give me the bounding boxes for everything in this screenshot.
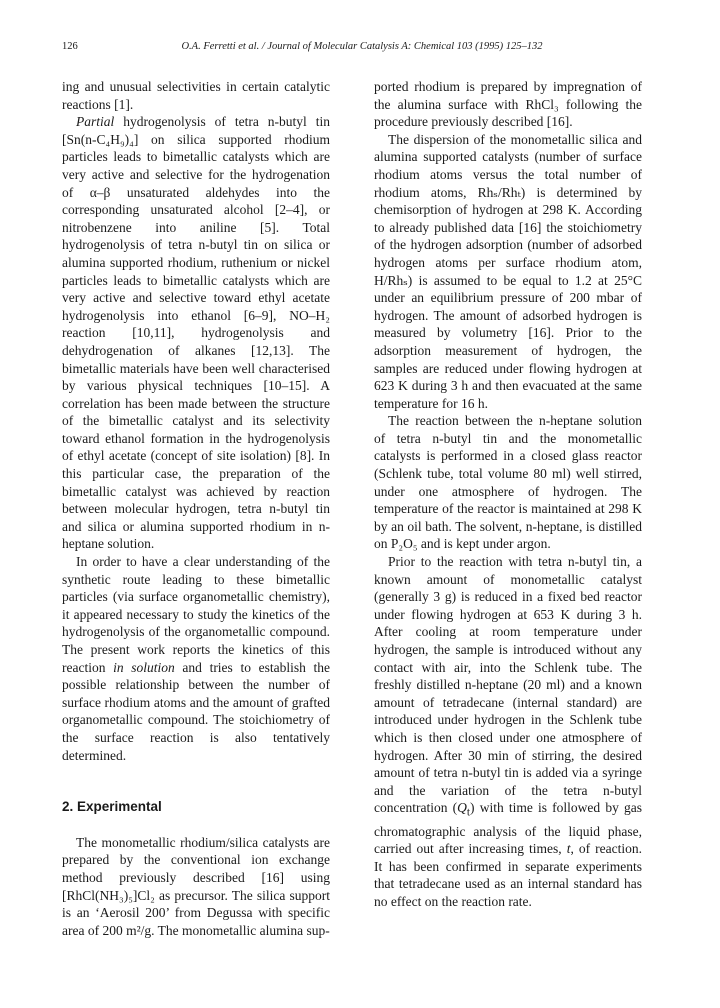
- italic-text: t: [566, 841, 571, 857]
- paragraph-text: ) with time is followed by gas chromatographic analysis of the liquid phase, carried out after increasing times,: [374, 800, 643, 857]
- paragraph: [62, 113, 330, 553]
- page-number: 126: [62, 41, 78, 52]
- paragraph: ported rhodium is prepared by impregnation of the alumina surface with RhCl₃ following the procedure previously described [16].: [374, 79, 642, 130]
- paragraph-text: In order to have a clear understanding of the synthetic route leading to these bimetallic particles (via surface organometallic chemistry), it appeared necessary to study the kinetics of the hydrogenolysis of the organometallic compound. The present work reports the kinetics of this reaction: [62, 554, 330, 675]
- right-column: [374, 78, 642, 911]
- italic-text: Q: [457, 800, 467, 816]
- paragraph: The monometallic rhodium/silica catalysts are prepared by the conventional ion exchange method previously described [16] using [RhCl(NH₃)₅]Cl₂ as precursor. The silica support is an ‘Aerosil 200’ from Degussa with specific area of 200 m²/g. The monometallic alumina sup-: [62, 834, 330, 938]
- paragraph-text: hydrogenolysis of tetra n-butyl tin [Sn(n-C₄H₉)₄] on silica supported rhodium particles leads to bimetallic catalysts which are very active and selective for the hydrogenation of α–β unsaturated aldehydes into the corresponding unsaturated alcohol [2–4], or nitrobenzene into aniline [5]. Total hydrogenolysis of tetra n-butyl tin on silica or alumina supported rhodium, ruthenium or nickel particles leads to bimetallic catalysts which are very active and selective toward ethyl acetate hydrogenolysis into ethanol [6–9], NO–H₂ reaction [10,11], hydrogenolysis and dehydrogenation of alkanes [12,13]. The bimetallic materials have been well characterised by various physical techniques [10–15]. A correlation has been made between the structure of the bimetallic catalyst and its selectivity toward ethanol formation in the hydrogenolysis of ethyl acetate (concept of site isolation) [8]. In this particular case, the preparation of the bimetallic catalyst was achieved by reaction between molecular hydrogen, tetra n-butyl tin and silica or alumina supported rhodium in n-heptane solution.: [62, 114, 330, 552]
- paragraph-text: Prior to the reaction with tetra n-butyl tin, a known amount of monometallic catalyst (generally 3 g) is reduced in a fixed bed reactor under flowing hydrogen at 653 K during 3 h. After cooling at room temperature under hydrogen, the sample is introduced without any contact with air, into the Schlenk tube. The freshly distilled n-heptane (20 ml) and a known amount of tetradecane (internal standard) are introduced under hydrogen in the Schlenk tube which is then closed under one atmosphere of hydrogen. After 30 min of stirring, the desired amount of tetra n-butyl tin is added via a syringe and the variation of the tetra n-butyl concentration (: [374, 554, 642, 816]
- section-heading: 2. Experimental: [62, 799, 162, 815]
- italic-text: Partial: [76, 114, 115, 130]
- subscript-text: t: [466, 807, 471, 820]
- paragraph: ing and unusual selectivities in certain catalytic reactions [1].: [62, 79, 330, 112]
- paragraph: [62, 553, 330, 764]
- italic-text: in solution: [113, 659, 175, 675]
- paragraph-text: , of reaction. It has been confirmed in separate experiments that tetradecane used as an internal standard has no effect on the reaction rate.: [374, 841, 642, 909]
- paragraph: [374, 553, 642, 911]
- paragraph-text: and tries to establish the possible relationship between the number of surface rhodium atoms and the amount of grafted organometallic compound. The stoichiometry of the surface reaction is also tentatively determined.: [62, 659, 330, 763]
- running-title: O.A. Ferretti et al. / Journal of Molecular Catalysis A: Chemical 103 (1995) 125–132: [181, 41, 543, 52]
- left-column: [62, 78, 330, 939]
- paragraph: The reaction between the n-heptane solution of tetra n-butyl tin and the monometallic catalysts is performed in a closed glass reactor (Schlenk tube, total volume 80 ml) well stirred, under one atmosphere of hydrogen. The temperature of the reactor is maintained at 298 K by an oil bath. The solvent, n-heptane, is distilled on P₂O₅ and is kept under argon.: [374, 413, 642, 552]
- paragraph: The dispersion of the monometallic silica and alumina supported catalysts (number of surface rhodium atoms versus the total number of rhodium atoms, Rhₛ/Rhₜ) is determined by chemisorption of hydrogen at 298 K. According to already published data [16] the stoichiometry of the hydrogen adsorption (number of adsorbed hydrogen atoms per surface rhodium atom, H/Rhₛ) is assumed to be equal to 1.2 at 25°C under an equilibrium pressure of 200 mbar of hydrogen. The amount of adsorbed hydrogen is measured by volumetry [16]. Prior to the adsorption measurement of hydrogen, the samples are reduced under flowing hydrogen at 623 K during 3 h and then evacuated at the same temperature for 16 h.: [374, 131, 642, 411]
